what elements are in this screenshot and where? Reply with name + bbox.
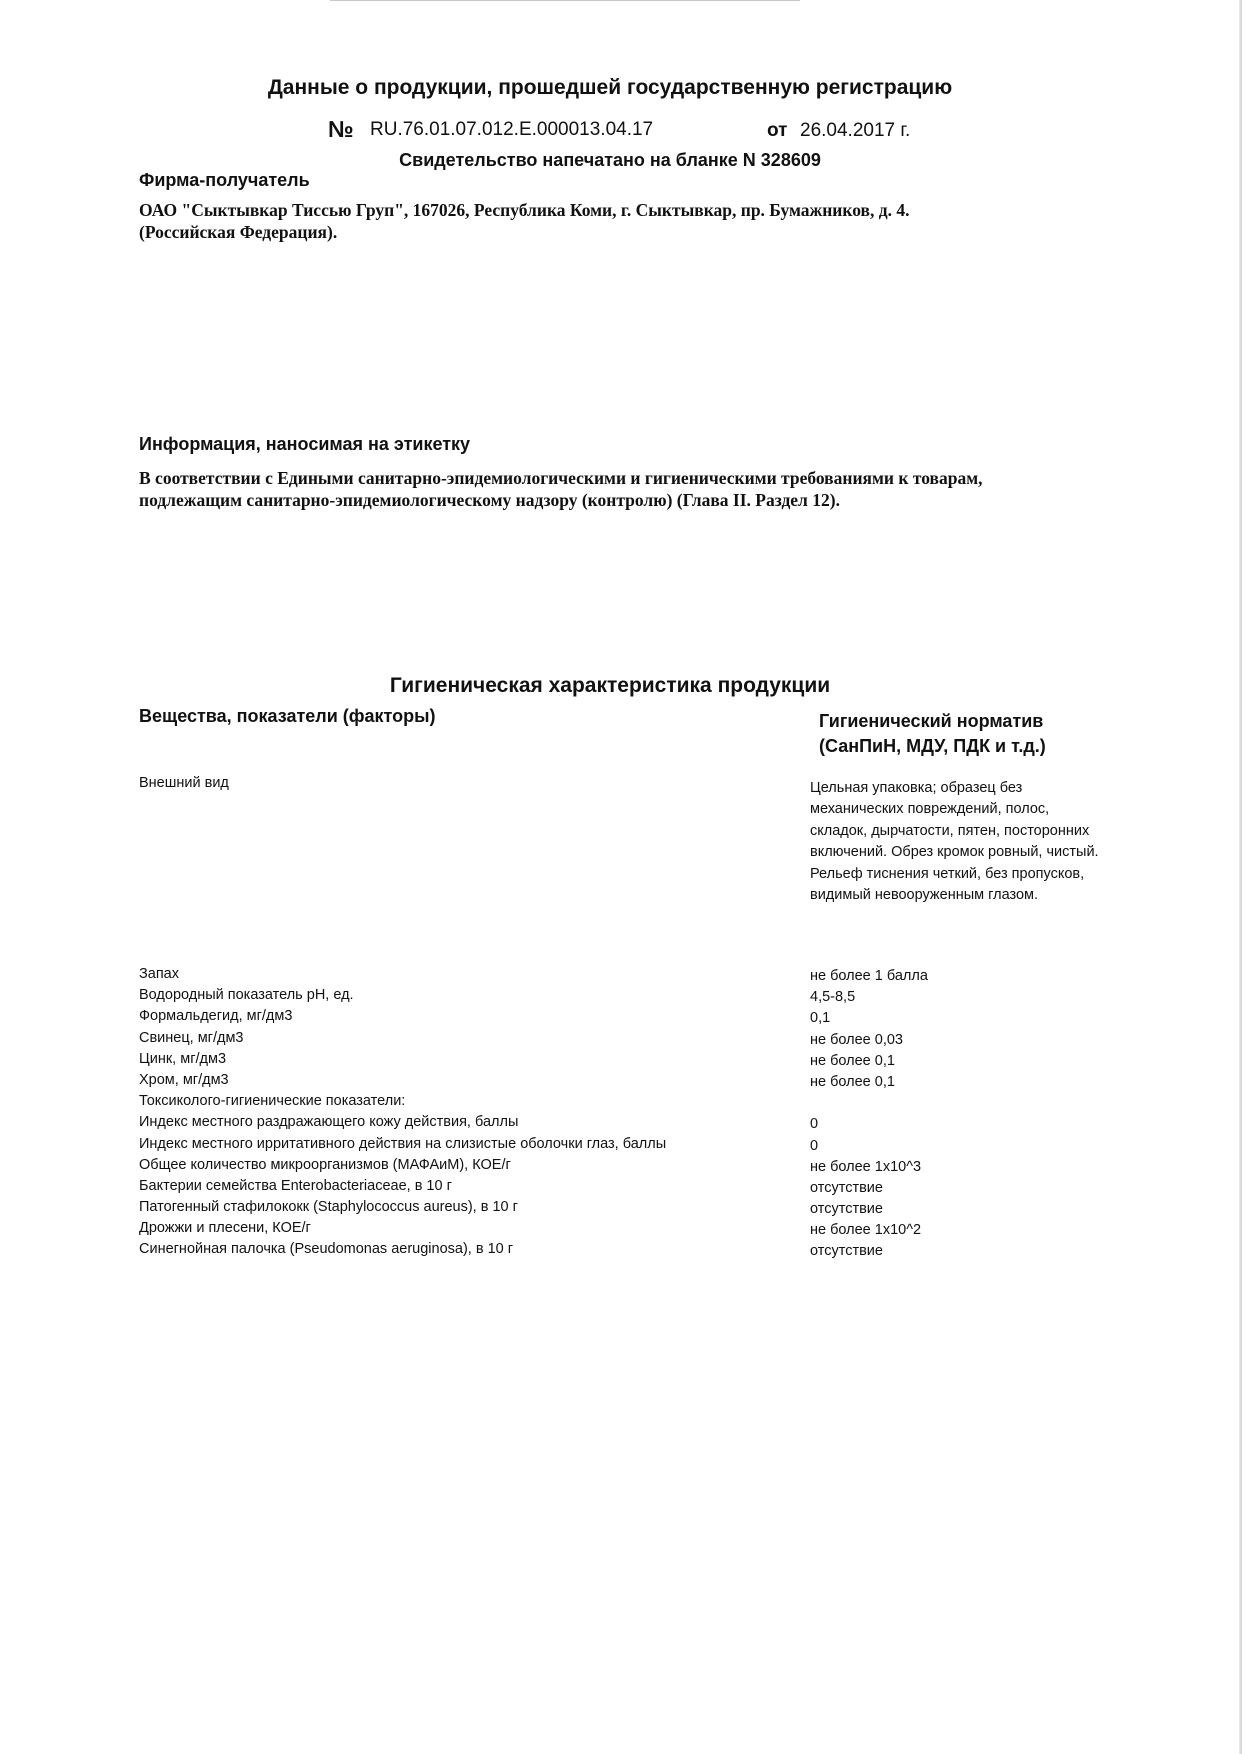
label-info-line-1: В соответствии с Едиными санитарно-эпидемиологическими и гигиеническими требованиями к товарам, xyxy=(139,468,983,488)
label-info-heading: Информация, наносимая на этикетку xyxy=(139,434,471,454)
row-norm: не более 0,1 xyxy=(810,1052,895,1069)
column-header-substances: Вещества, показатели (факторы) xyxy=(139,706,436,726)
row-norm: 0,1 xyxy=(810,1010,831,1027)
row-norm: 4,5-8,5 xyxy=(810,989,856,1006)
row-norm: не более 1x10^3 xyxy=(810,1158,922,1175)
table-row xyxy=(0,966,1242,987)
scan-edge-top xyxy=(330,0,800,1)
column-header-norm: Гигиенический норматив (СанПиН, МДУ, ПДК и т.д.) xyxy=(819,711,1046,756)
table-row xyxy=(0,1051,1242,1072)
recipient-heading: Фирма-получатель xyxy=(139,170,310,190)
table-row xyxy=(0,1136,1242,1157)
blank-number-note: Свидетельство напечатано на бланке N 328609 xyxy=(399,150,821,170)
appearance-label: Внешний вид xyxy=(139,775,229,791)
hygiene-table xyxy=(0,966,1242,1263)
table-row xyxy=(0,1220,1242,1241)
recipient-address-line-1: ОАО "Сыктывкар Тиссью Груп", 167026, Республика Коми, г. Сыктывкар, пр. Бумажников, д. 4. xyxy=(139,200,910,220)
row-indicator: Цинк, мг/дм3 xyxy=(139,1050,227,1067)
row-indicator: Хром, мг/дм3 xyxy=(139,1071,229,1088)
row-norm: не более 1 балла xyxy=(810,968,928,984)
table-row xyxy=(0,1199,1242,1220)
hygiene-section-title: Гигиеническая характеристика продукции xyxy=(389,674,831,697)
row-norm: 0 xyxy=(810,1137,819,1154)
row-indicator: Водородный показатель pH, ед. xyxy=(139,987,354,1004)
certificate-date: 26.04.2017 г. xyxy=(800,120,911,141)
table-row xyxy=(0,1157,1242,1178)
document-title: Данные о продукции, прошедшей государственную регистрацию xyxy=(267,76,953,99)
table-row xyxy=(0,1093,1242,1114)
row-norm: отсутствие xyxy=(810,1243,883,1260)
row-norm: отсутствие xyxy=(810,1179,883,1196)
row-indicator: Запах xyxy=(139,966,179,982)
row-norm: не более 1x10^2 xyxy=(810,1222,922,1239)
row-indicator: Синегнойная палочка (Pseudomonas aeruginosa), в 10 г xyxy=(139,1241,514,1258)
certificate-number: RU.76.01.07.012.E.000013.04.17 xyxy=(370,119,654,140)
table-row xyxy=(0,1114,1242,1135)
row-indicator: Токсиколого-гигиенические показатели: xyxy=(139,1093,406,1110)
row-indicator: Патогенный стафилококк (Staphylococcus aureus), в 10 г xyxy=(139,1199,518,1216)
row-norm: 0 xyxy=(810,1116,819,1133)
row-indicator: Бактерии семейства Enterobacteriaceae, в 10 г xyxy=(139,1177,452,1194)
certificate-number-label: № xyxy=(328,116,354,142)
row-norm: отсутствие xyxy=(810,1201,883,1218)
table-row xyxy=(0,1178,1242,1199)
row-indicator: Свинец, мг/дм3 xyxy=(139,1029,244,1046)
row-indicator: Общее количество микроорганизмов (МАФАиМ), КОЕ/г xyxy=(139,1156,511,1173)
table-row xyxy=(0,1008,1242,1029)
row-norm: не более 0,03 xyxy=(810,1031,903,1048)
table-row xyxy=(0,1030,1242,1051)
certificate-date-label: от xyxy=(767,120,788,141)
row-indicator: Формальдегид, мг/дм3 xyxy=(139,1008,293,1025)
table-row xyxy=(0,987,1242,1008)
recipient-address-line-2: (Российская Федерация). xyxy=(139,222,338,242)
row-indicator: Индекс местного ирритативного действия на слизистые оболочки глаз, баллы xyxy=(139,1135,667,1152)
row-indicator: Дрожжи и плесени, КОЕ/г xyxy=(139,1220,311,1237)
label-info-line-2: подлежащим санитарно-эпидемиологическому надзору (контролю) (Глава II. Раздел 12). xyxy=(139,490,840,510)
table-row xyxy=(0,1241,1242,1262)
appearance-norm: Цельная упаковка; образец без механических повреждений, полос, складок, дырчатости, пятен, посторонних включений. Обрез кромок ровный, чистый. Рельеф тиснения четкий, без пропусков, видимый невооруженным глазом. xyxy=(810,780,1099,904)
row-indicator: Индекс местного раздражающего кожу действия, баллы xyxy=(139,1114,519,1131)
table-row xyxy=(0,1072,1242,1093)
row-norm: не более 0,1 xyxy=(810,1073,895,1090)
